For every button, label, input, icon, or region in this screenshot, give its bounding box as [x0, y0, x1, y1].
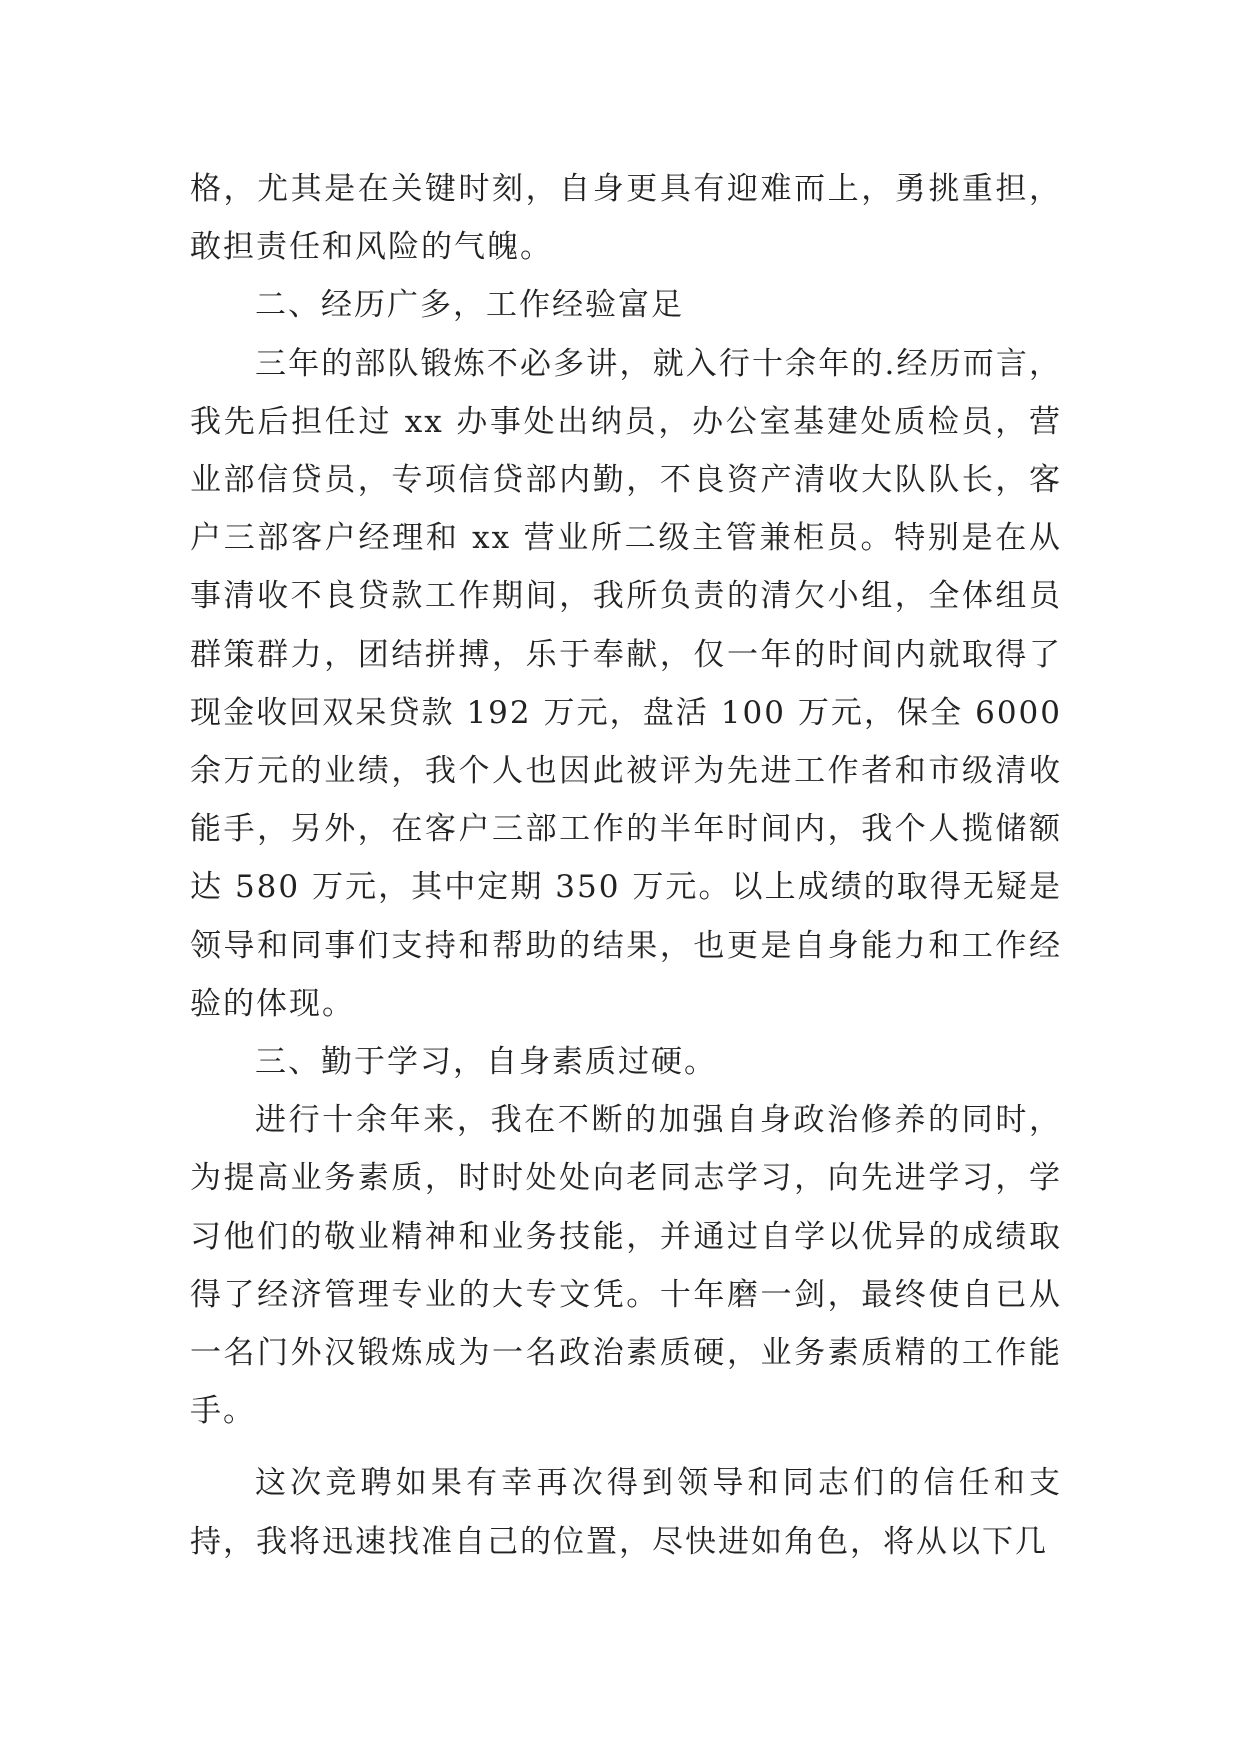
paragraph-continued: 格，尤其是在关键时刻，自身更具有迎难而上，勇挑重担，敢担责任和风险的气魄。: [190, 171, 1062, 266]
paragraph-closing: 这次竞聘如果有幸再次得到领导和同志们的信任和支持，我将迅速找准自己的位置，尽快进如角色，将从以下几: [190, 1465, 1062, 1560]
section-heading-experience: 二、经历广多，工作经验富足: [255, 287, 684, 324]
document-body: [190, 160, 1062, 1571]
section-heading-learning: 三、勤于学习，自身素质过硬。: [255, 1044, 717, 1081]
paragraph-learning: 进行十余年来，我在不断的加强自身政治修养的同时，为提高业务素质，时时处处向老同志学习，向先进学习，学习他们的敬业精神和业务技能，并通过自学以优异的成绩取得了经济管理专业的大专文凭。十年磨一剑，最终使自已从一名门外汉锻炼成为一名政治素质硬，业务素质精的工作能手。: [190, 1102, 1062, 1430]
paragraph-experience: 三年的部队锻炼不必多讲，就入行十余年的.经历而言，我先后担任过 xx 办事处出纳员，办公室基建处质检员，营业部信贷员，专项信贷部内勤，不良资产清收大队队长，客户三部客户经理和 xx 营业所二级主管兼柜员。特别是在从事清收不良贷款工作期间，我所负责的清欠小组，全体组员群策群力，团结拼搏，乐于奉献，仅一年的时间内就取得了现金收回双呆贷款 192 万元，盘活 100 万元，保全 6000 余万元的业绩，我个人也因此被评为先进工作者和市级清收能手，另外，在客户三部工作的半年时间内，我个人揽储额达 580 万元，其中定期 350 万元。以上成绩的取得无疑是领导和同事们支持和帮助的结果，也更是自身能力和工作经验的体现。: [190, 345, 1062, 1022]
